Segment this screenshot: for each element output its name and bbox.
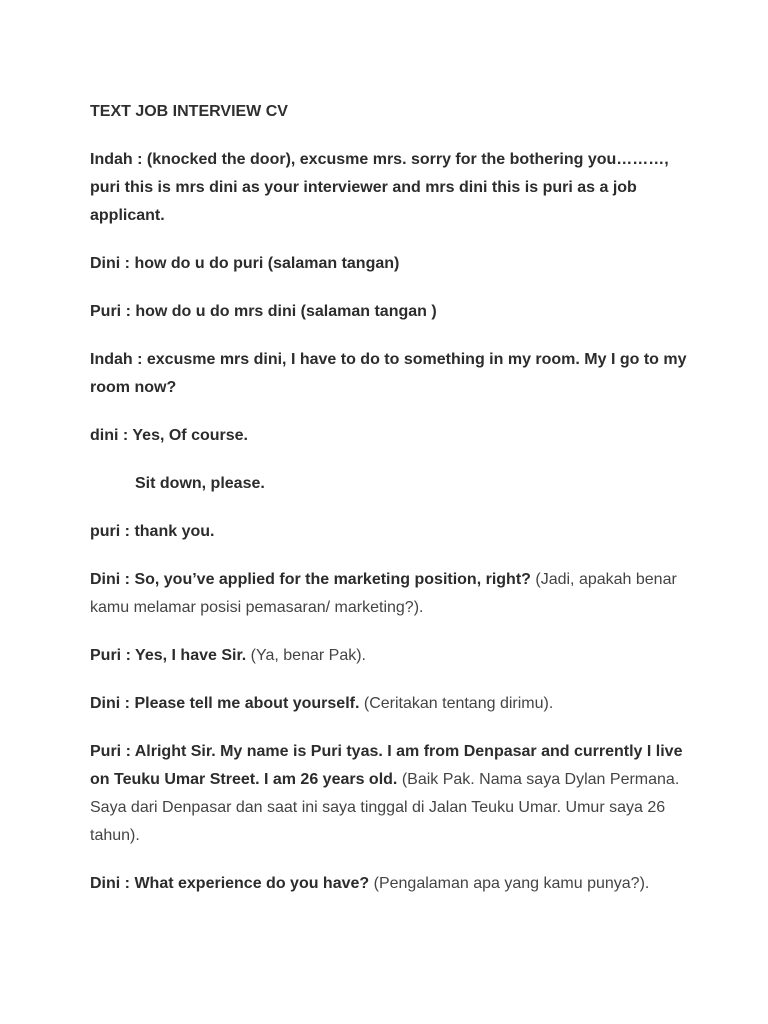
dialogue-line [90,346,690,402]
dialogue-text: Yes, Of course. [128,427,248,444]
speaker-label: Indah : [90,351,143,368]
speaker-label: Dini : [90,255,130,272]
speaker-label: Indah : [90,151,143,168]
translation-text: (Pengalaman apa yang kamu punya?). [369,875,650,892]
dialogue-text: : So, you’ve applied for the marketing position, right? [120,571,531,588]
dialogue-text: Sit down, please. [135,475,265,492]
dialogue-text: excusme mrs dini, I have to do to something in my room. My I go to my room now? [90,351,687,396]
translation-text: (Baik Pak. Nama saya Dylan Permana. Saya dari Denpasar dan saat ini saya tinggal di Jalan Teuku Umar. Umur saya 26 tahun). [90,771,680,844]
dialogue-line [90,690,690,718]
dialogue-text: What experience do you have? [130,875,370,892]
dialogue-line [90,642,690,670]
dialogue-text: (knocked the door), excusme mrs. sorry for the bothering you………, puri this is mrs dini as your interviewer and mrs dini this is puri as a job applicant. [90,151,669,224]
speaker-label: Puri : [90,647,131,664]
speaker-label: Dini : [90,875,130,892]
speaker-label: dini : [90,427,129,444]
document-page [90,99,690,918]
dialogue-line [90,870,690,898]
dialogue-line [90,250,690,278]
translation-text: (Jadi, apakah benar kamu melamar posisi pemasaran/ marketing?). [90,571,677,616]
dialogue-text: Yes, I have Sir. [130,647,247,664]
speaker-label: Dini : [90,695,130,712]
speaker-label: Puri : [90,743,131,760]
speaker-label: Dini [90,571,121,588]
dialogue-line [90,298,690,326]
dialogue-text: Alright Sir. My name is Puri tyas. I am from Denpasar and currently I live on Teuku Umar Street. I am 26 years old. [90,743,683,788]
dialogue-line [90,518,690,546]
dialogue-line [90,422,690,450]
dialogue-line [90,738,690,850]
translation-text: (Ceritakan tentang dirimu). [359,695,554,712]
dialogue-text: thank you. [130,523,215,540]
dialogue-line [90,146,690,230]
dialogue-text: Please tell me about yourself. [130,695,360,712]
dialogue-line-indented [90,470,690,498]
dialogue-line [90,566,690,622]
speaker-label: Puri : [90,303,131,320]
speaker-label: puri : [90,523,130,540]
document-title: TEXT JOB INTERVIEW CV [90,103,288,120]
dialogue-text: how do u do mrs dini (salaman tangan ) [130,303,437,320]
translation-text: (Ya, benar Pak). [246,647,366,664]
dialogue-text: how do u do puri (salaman tangan) [130,255,400,272]
